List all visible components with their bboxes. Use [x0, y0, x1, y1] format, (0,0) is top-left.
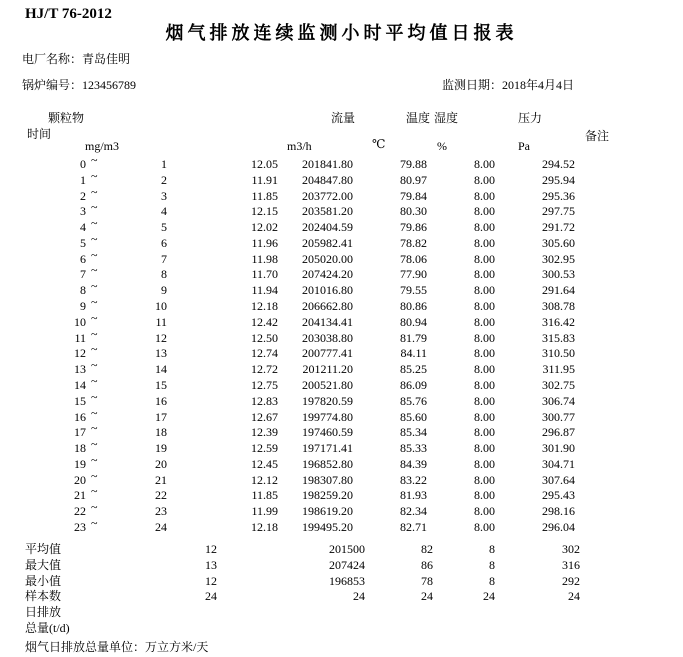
hour-end-value: 22 [155, 488, 167, 503]
humidity-value: 8.00 [474, 157, 495, 171]
flow-value: 200521.80 [302, 377, 353, 392]
standard-code: HJ/T 76-2012 [25, 6, 112, 22]
table-row [0, 468, 683, 489]
tilde-separator: ~ [91, 484, 98, 499]
tilde-separator: ~ [91, 405, 98, 420]
pressure-value: 305.60 [542, 235, 575, 250]
hour-end-value: 19 [155, 441, 167, 456]
pressure-value: 302.75 [542, 377, 575, 392]
temperature-value: 78.06 [400, 251, 427, 266]
pressure-value: 316.42 [542, 314, 575, 329]
humidity-value: 8.00 [474, 283, 495, 298]
table-row [0, 437, 683, 457]
hour-start-value: 10 [74, 314, 86, 329]
tilde-separator: ~ [91, 200, 98, 215]
particulate-value: 12.83 [251, 393, 278, 408]
hour-start-value: 18 [74, 441, 86, 456]
humidity-value: 8.00 [474, 519, 495, 534]
pressure-value: 298.16 [542, 504, 575, 519]
report-title: 烟气排放连续监测小时平均值日报表 [165, 23, 518, 43]
particulate-value: 12.05 [251, 157, 278, 171]
temperature-value: 79.84 [400, 188, 427, 203]
particulate-value: 12.42 [251, 314, 278, 329]
humidity-value: 8.00 [474, 204, 495, 219]
temperature-value: 83.22 [400, 472, 427, 487]
flow-value: 204134.41 [302, 314, 353, 329]
table-row [0, 421, 683, 441]
table-row [0, 342, 683, 362]
humidity-value: 8.00 [474, 441, 495, 456]
particulate-value: 11.70 [251, 267, 278, 282]
particulate-value: 12.59 [251, 441, 278, 456]
humidity-value: 8.00 [474, 299, 495, 314]
pressure-value: 296.04 [542, 519, 575, 534]
summary-label: 平均值 [25, 542, 62, 556]
boiler-number-label: 锅炉编号： [22, 78, 83, 92]
humidity-value: 8.00 [474, 188, 495, 203]
table-row [0, 168, 683, 189]
flow-value: 196852.80 [302, 456, 353, 471]
table-row [0, 500, 683, 520]
summary-temperature-value: 24 [421, 589, 433, 604]
hour-start-value: 6 [80, 251, 86, 266]
tilde-separator: ~ [91, 279, 98, 294]
temperature-value: 85.60 [400, 409, 427, 424]
tilde-separator: ~ [91, 389, 98, 404]
flow-value: 205982.41 [302, 235, 353, 250]
humidity-value: 8.00 [474, 235, 495, 250]
flow-value: 205020.00 [302, 251, 353, 266]
pressure-value: 310.50 [542, 346, 575, 361]
hour-start-value: 8 [80, 283, 86, 298]
table-row [0, 231, 683, 252]
flow-value: 207424.20 [302, 267, 353, 282]
temperature-value: 85.76 [400, 393, 427, 408]
pressure-value: 307.64 [542, 472, 575, 487]
hour-start-value: 13 [74, 362, 86, 377]
pressure-value: 291.64 [542, 283, 575, 298]
particulate-value: 12.39 [251, 425, 278, 440]
unit-footnote: 烟气日排放总量单位：万立方米/天 [25, 640, 209, 654]
humidity-value: 8.00 [474, 425, 495, 440]
temperature-value: 79.86 [400, 220, 427, 235]
hour-end-value: 6 [161, 235, 167, 250]
particulate-value: 11.91 [251, 172, 278, 187]
humidity-value: 8.00 [474, 456, 495, 471]
hour-start-value: 15 [74, 393, 86, 408]
table-row [0, 484, 683, 504]
pressure-value: 297.75 [542, 204, 575, 219]
tilde-separator: ~ [91, 452, 98, 467]
flow-value: 204847.80 [302, 172, 353, 187]
summary-rows [0, 542, 683, 637]
tilde-separator: ~ [91, 437, 98, 452]
tilde-separator: ~ [91, 515, 98, 530]
humidity-value: 8.00 [474, 346, 495, 361]
table-row [0, 295, 683, 315]
temperature-value: 81.93 [400, 488, 427, 503]
temperature-value: 79.88 [400, 157, 427, 171]
summary-humidity-value: 8 [489, 557, 495, 572]
pressure-value: 311.95 [542, 362, 575, 377]
hour-end-value: 11 [155, 314, 167, 329]
flow-value: 198307.80 [302, 472, 353, 487]
table-row [0, 153, 683, 173]
pressure-value: 300.53 [542, 267, 575, 282]
flow-value: 203772.00 [302, 188, 353, 203]
pressure-value: 295.94 [542, 172, 575, 187]
hour-start-value: 2 [80, 188, 86, 203]
hour-start-value: 1 [80, 172, 86, 187]
summary-flow-value: 201500 [329, 542, 365, 556]
table-row [0, 216, 683, 236]
pressure-value: 301.90 [542, 441, 575, 456]
table-row [0, 358, 683, 378]
hour-end-value: 20 [155, 456, 167, 471]
table-row [0, 452, 683, 473]
hour-start-value: 0 [80, 157, 86, 171]
column-header-temperature: 温度 [406, 111, 431, 125]
hour-start-value: 7 [80, 267, 86, 282]
temperature-value: 80.86 [400, 299, 427, 314]
column-header-humidity: 湿度 [434, 111, 459, 125]
hour-start-value: 14 [74, 377, 86, 392]
flow-value: 199774.80 [302, 409, 353, 424]
flow-value: 197171.41 [302, 441, 353, 456]
column-header-remark: 备注 [585, 129, 610, 143]
temperature-value: 85.25 [400, 362, 427, 377]
tilde-separator: ~ [91, 500, 98, 515]
unit-label-temperature: ℃ [372, 137, 386, 151]
summary-pressure-value: 292 [562, 573, 580, 588]
hour-start-value: 19 [74, 456, 86, 471]
summary-row [0, 542, 683, 558]
monitor-date-line [442, 76, 574, 93]
tilde-separator: ~ [91, 421, 98, 436]
temperature-value: 85.33 [400, 441, 427, 456]
tilde-separator: ~ [91, 342, 98, 357]
pressure-value: 295.36 [542, 188, 575, 203]
tilde-separator: ~ [91, 295, 98, 310]
humidity-value: 8.00 [474, 220, 495, 235]
particulate-value: 12.74 [251, 346, 278, 361]
summary-temperature-value: 86 [421, 557, 433, 572]
plant-name-label: 电厂名称： [22, 52, 83, 66]
summary-temperature-value: 78 [421, 573, 433, 588]
temperature-value: 84.39 [400, 456, 427, 471]
tilde-separator: ~ [91, 326, 98, 341]
pressure-value: 308.78 [542, 299, 575, 314]
unit-label-particulate: mg/m3 [85, 139, 120, 153]
particulate-value: 12.18 [251, 299, 278, 314]
humidity-value: 8.00 [474, 330, 495, 345]
unit-label-flow: m3/h [287, 139, 312, 153]
unit-label-pressure: Pa [518, 139, 530, 153]
summary-humidity-value: 8 [489, 573, 495, 588]
particulate-value: 12.50 [251, 330, 278, 345]
hour-end-value: 8 [161, 267, 167, 282]
hour-start-value: 16 [74, 409, 86, 424]
hour-end-value: 21 [155, 472, 167, 487]
summary-flow-value: 196853 [329, 573, 365, 588]
hour-end-value: 18 [155, 425, 167, 440]
summary-row [0, 605, 683, 621]
pressure-value: 304.71 [542, 456, 575, 471]
particulate-value: 11.96 [251, 235, 278, 250]
temperature-value: 84.11 [400, 346, 427, 361]
flow-value: 203581.20 [302, 204, 353, 219]
flow-value: 198259.20 [302, 488, 353, 503]
particulate-value: 12.15 [251, 204, 278, 219]
hour-end-value: 13 [155, 346, 167, 361]
summary-pressure-value: 24 [568, 589, 580, 604]
summary-row [0, 589, 683, 605]
hour-start-value: 3 [80, 204, 86, 219]
flow-value: 197460.59 [302, 425, 353, 440]
hour-end-value: 7 [161, 251, 167, 266]
hour-end-value: 3 [161, 188, 167, 203]
hour-end-value: 23 [155, 504, 167, 519]
hour-end-value: 12 [155, 330, 167, 345]
tilde-separator: ~ [91, 184, 98, 199]
table-row [0, 389, 683, 410]
summary-label: 样本数 [25, 589, 62, 604]
pressure-value: 315.83 [542, 330, 575, 345]
table-row [0, 373, 683, 394]
hour-start-value: 23 [74, 519, 86, 534]
pressure-value: 294.52 [542, 157, 575, 171]
temperature-value: 82.34 [400, 504, 427, 519]
humidity-value: 8.00 [474, 472, 495, 487]
table-row [0, 405, 683, 426]
temperature-value: 77.90 [400, 267, 427, 282]
table-row [0, 515, 683, 536]
hour-start-value: 20 [74, 472, 86, 487]
summary-label: 最小值 [25, 573, 62, 588]
tilde-separator: ~ [91, 168, 98, 183]
temperature-value: 80.97 [400, 172, 427, 187]
hourly-rows [0, 153, 683, 536]
hour-end-value: 15 [155, 377, 167, 392]
flow-value: 206662.80 [302, 299, 353, 314]
plant-name-line [22, 50, 130, 67]
flow-value: 197820.59 [302, 393, 353, 408]
particulate-value: 11.85 [251, 488, 278, 503]
tilde-separator: ~ [91, 263, 98, 278]
summary-humidity-value: 24 [483, 589, 495, 604]
flow-value: 201016.80 [302, 283, 353, 298]
column-header-particulate: 颗粒物 [48, 111, 85, 125]
humidity-value: 8.00 [474, 393, 495, 408]
particulate-value: 12.12 [251, 472, 278, 487]
humidity-value: 8.00 [474, 504, 495, 519]
particulate-value: 12.67 [251, 409, 278, 424]
pressure-value: 306.74 [542, 393, 575, 408]
table-row [0, 263, 683, 283]
temperature-value: 85.34 [400, 425, 427, 440]
humidity-value: 8.00 [474, 251, 495, 266]
pressure-value: 296.87 [542, 425, 575, 440]
hour-end-value: 10 [155, 299, 167, 314]
flow-value: 200777.41 [302, 346, 353, 361]
hour-end-value: 24 [155, 519, 167, 534]
tilde-separator: ~ [91, 468, 98, 483]
table-row [0, 326, 683, 347]
humidity-value: 8.00 [474, 377, 495, 392]
summary-pressure-value: 302 [562, 542, 580, 556]
hour-end-value: 5 [161, 220, 167, 235]
temperature-value: 81.79 [400, 330, 427, 345]
humidity-value: 8.00 [474, 172, 495, 187]
particulate-value: 11.85 [251, 188, 278, 203]
summary-particulate-value: 12 [205, 542, 217, 556]
table-row [0, 184, 683, 205]
temperature-value: 82.71 [400, 519, 427, 534]
humidity-value: 8.00 [474, 362, 495, 377]
particulate-value: 12.72 [251, 362, 278, 377]
tilde-separator: ~ [91, 310, 98, 325]
hour-start-value: 9 [80, 299, 86, 314]
flow-value: 202404.59 [302, 220, 353, 235]
summary-row [0, 621, 683, 637]
tilde-separator: ~ [91, 373, 98, 388]
summary-particulate-value: 13 [205, 557, 217, 572]
particulate-value: 11.94 [251, 283, 278, 298]
hour-end-value: 9 [161, 283, 167, 298]
summary-row [0, 574, 683, 590]
summary-label: 总量(t/d) [25, 620, 70, 635]
table-row [0, 247, 683, 268]
hour-start-value: 12 [74, 346, 86, 361]
summary-flow-value: 24 [353, 589, 365, 604]
flow-value: 201211.20 [302, 362, 353, 377]
hour-start-value: 21 [74, 488, 86, 503]
hour-start-value: 4 [80, 220, 86, 235]
table-row [0, 279, 683, 299]
flow-value: 198619.20 [302, 504, 353, 519]
temperature-value: 78.82 [400, 235, 427, 250]
hour-end-value: 4 [161, 204, 167, 219]
humidity-value: 8.00 [474, 488, 495, 503]
tilde-separator: ~ [91, 216, 98, 231]
pressure-value: 291.72 [542, 220, 575, 235]
boiler-number-line [22, 76, 136, 93]
temperature-value: 86.09 [400, 377, 427, 392]
summary-particulate-value: 24 [205, 589, 217, 604]
hour-start-value: 5 [80, 235, 86, 250]
column-header-flow: 流量 [331, 111, 356, 125]
pressure-value: 300.77 [542, 409, 575, 424]
plant-name-value: 青岛佳明 [82, 52, 131, 66]
hour-end-value: 17 [155, 409, 167, 424]
boiler-number-value: 123456789 [82, 78, 137, 92]
particulate-value: 12.18 [251, 519, 278, 534]
particulate-value: 11.98 [251, 251, 278, 266]
summary-particulate-value: 12 [205, 573, 217, 588]
table-row [0, 200, 683, 220]
summary-label: 最大值 [25, 557, 62, 572]
pressure-value: 302.95 [542, 251, 575, 266]
hour-start-value: 17 [74, 425, 86, 440]
unit-label-humidity: % [437, 139, 447, 153]
column-header-time: 时间 [27, 127, 52, 141]
pressure-value: 295.43 [542, 488, 575, 503]
hour-start-value: 22 [74, 504, 86, 519]
temperature-value: 80.94 [400, 314, 427, 329]
tilde-separator: ~ [91, 358, 98, 373]
tilde-separator: ~ [91, 153, 98, 167]
particulate-value: 11.99 [251, 504, 278, 519]
particulate-value: 12.75 [251, 377, 278, 392]
monitor-date-value: 2018年4月4日 [502, 78, 575, 92]
summary-temperature-value: 82 [421, 542, 433, 556]
table-row [0, 310, 683, 331]
particulate-value: 12.45 [251, 456, 278, 471]
temperature-value: 80.30 [400, 204, 427, 219]
summary-humidity-value: 8 [489, 542, 495, 556]
hour-end-value: 2 [161, 172, 167, 187]
column-header-pressure: 压力 [518, 111, 543, 125]
summary-flow-value: 207424 [329, 557, 365, 572]
hour-end-value: 1 [161, 157, 167, 171]
tilde-separator: ~ [91, 247, 98, 262]
summary-pressure-value: 316 [562, 557, 580, 572]
hour-start-value: 11 [74, 330, 86, 345]
particulate-value: 12.02 [251, 220, 278, 235]
flow-value: 201841.80 [302, 157, 353, 171]
humidity-value: 8.00 [474, 409, 495, 424]
summary-label: 日排放 [25, 605, 62, 620]
temperature-value: 79.55 [400, 283, 427, 298]
humidity-value: 8.00 [474, 267, 495, 282]
hour-end-value: 16 [155, 393, 167, 408]
flow-value: 203038.80 [302, 330, 353, 345]
humidity-value: 8.00 [474, 314, 495, 329]
monitor-date-label: 监测日期： [442, 78, 503, 92]
summary-row [0, 558, 683, 574]
flow-value: 199495.20 [302, 519, 353, 534]
tilde-separator: ~ [91, 231, 98, 246]
hour-end-value: 14 [155, 362, 167, 377]
